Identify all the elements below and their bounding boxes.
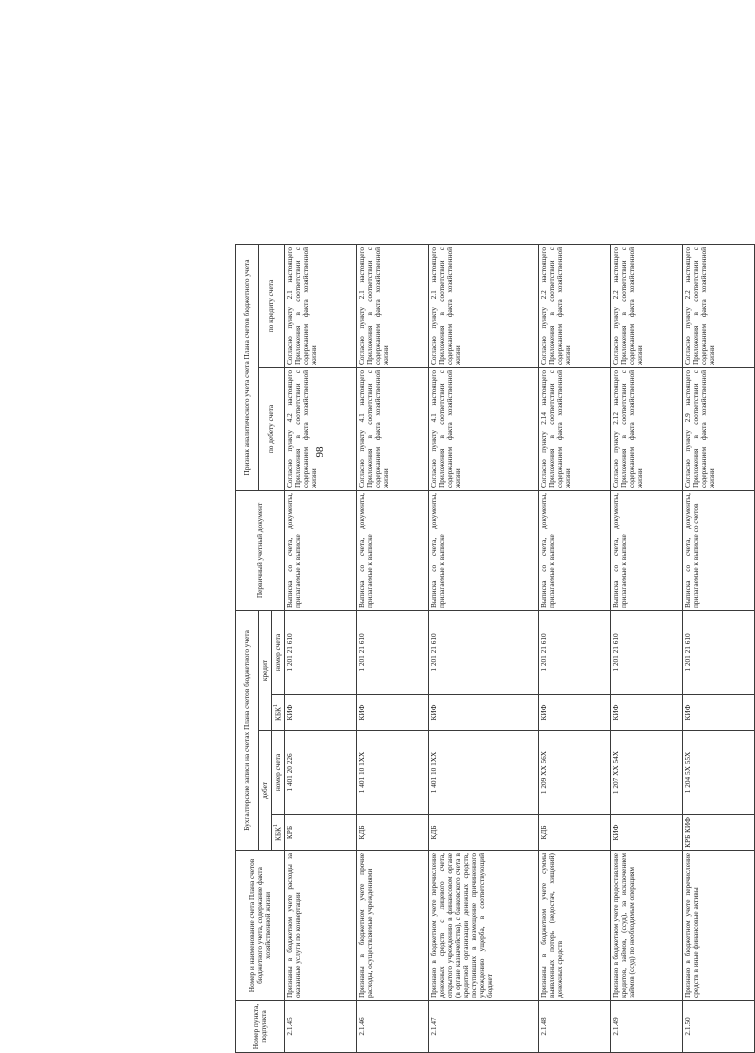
table-row <box>285 245 357 1053</box>
row-primary-document: Выписка со счета, документы, прилагаемые к выписке <box>285 491 357 611</box>
header-row-1 <box>236 245 259 1053</box>
row-credit-kbk: КИФ <box>285 695 357 731</box>
row-credit-sign: Согласно пункту 2.2 настоящего Приложения в соответствии с содержанием факта хозяйственной жизни <box>683 245 755 368</box>
row-credit-account: 1 201 21 610 <box>285 611 357 695</box>
row-credit-kbk: КИФ <box>357 695 429 731</box>
row-credit-account: 1 201 21 610 <box>539 611 611 695</box>
row-primary-document: Выписка со счета, документы, прилагаемые к выписке со счетов <box>683 491 755 611</box>
row-credit-account: 1 201 21 610 <box>683 611 755 695</box>
row-debit-account: 1 401 20 226 <box>285 731 357 815</box>
row-number: 2.1.47 <box>429 1001 539 1053</box>
table-row <box>683 245 755 1053</box>
accounting-entries-table <box>235 244 755 1053</box>
page-number: 98 <box>314 446 326 458</box>
row-debit-kbk: КДБ <box>539 815 611 851</box>
row-credit-account: 1 201 21 610 <box>611 611 683 695</box>
header-debit: дебет <box>259 731 272 851</box>
row-debit-account: 1 209 XX 56X <box>539 731 611 815</box>
row-debit-sign: Согласно пункту 2.14 настоящего Приложения в соответствии с содержанием факта хозяйственной жизни <box>539 368 611 491</box>
row-debit-account: 1 401 10 1XX <box>429 731 539 815</box>
header-credit-account-no: номер счета <box>272 611 285 695</box>
row-credit-kbk: КИФ <box>539 695 611 731</box>
row-debit-kbk: КРБ <box>285 815 357 851</box>
row-credit-sign: Согласно пункту 2.2 настоящего Приложения в соответствии с содержанием факта хозяйственной жизни <box>611 245 683 368</box>
row-credit-sign: Согласно пункту 2.1 настоящего Приложения в соответствии с содержанием факта хозяйственной жизни <box>429 245 539 368</box>
row-debit-kbk: КИФ <box>611 815 683 851</box>
table-row <box>429 245 539 1053</box>
header-credit: кредит <box>259 611 272 731</box>
row-credit-account: 1 201 21 610 <box>429 611 539 695</box>
header-primary-document: Первичный учетный документ <box>236 491 285 611</box>
row-debit-sign: Согласно пункту 2.9 настоящего Приложения в соответствии с содержанием факта хозяйственной жизни <box>683 368 755 491</box>
table-row <box>539 245 611 1053</box>
row-content: Признано в бюджетном учете перечисление денежных средств с лицевого счета, открытого учреждению в финансовом органе (в органе казначейства), с банковского счета в кредитной организации денежных средств, поступивших в возмещение причиненного учреждению ущерба, в соответствующий бюджет <box>429 851 539 1001</box>
row-debit-account: 1 401 10 1XX <box>357 731 429 815</box>
row-debit-sign: Согласно пункту 4.2 настоящего Приложения в соответствии с содержанием факта хозяйственной жизни <box>285 368 357 491</box>
row-content: Признаны в бюджетном учете прочие расходы, осуществляемые учреждениями <box>357 851 429 1001</box>
row-debit-account: 1 204 5X 55X <box>683 731 755 815</box>
header-debit-account-no: номер счета <box>272 731 285 815</box>
header-credit-kbk: КБК$^1$ <box>272 695 285 731</box>
row-content: Признаны в бюджетном учете суммы выявленных потерь (недостач, хищений) денежных средств <box>539 851 611 1001</box>
row-number: 2.1.45 <box>285 1001 357 1053</box>
header-account-name: Номер и наименование счета Плана счетов бюджетного учета, содержание факта хозяйственной жизни <box>236 851 285 1001</box>
row-credit-kbk: КИФ <box>683 695 755 731</box>
row-credit-kbk: КИФ <box>429 695 539 731</box>
header-debit-kbk: КБК$^1$ <box>272 815 285 851</box>
row-debit-kbk: КРБ КИФ <box>683 815 755 851</box>
row-debit-account: 1 207 XX 54X <box>611 731 683 815</box>
table-row <box>611 245 683 1053</box>
row-credit-sign: Согласно пункту 2.1 настоящего Приложения в соответствии с содержанием факта хозяйственной жизни <box>357 245 429 368</box>
header-row-number: Номер пункта, подпункта <box>236 1001 285 1053</box>
row-credit-kbk: КИФ <box>611 695 683 731</box>
row-debit-sign: Согласно пункту 2.12 настоящего Приложения в соответствии с содержанием факта хозяйственной жизни <box>611 368 683 491</box>
row-debit-sign: Согласно пункту 4.1 настоящего Приложения в соответствии с содержанием факта хозяйственной жизни <box>357 368 429 491</box>
row-debit-kbk: КДБ <box>357 815 429 851</box>
row-credit-account: 1 201 21 610 <box>357 611 429 695</box>
row-content: Признано в бюджетном учете предоставление кредитов, займов, (ссуд), за исключением займов (ссуд) по необходимым операциям <box>611 851 683 1001</box>
accounting-table-sheet <box>235 245 725 1053</box>
row-number: 2.1.50 <box>683 1001 755 1053</box>
table-row <box>357 245 429 1053</box>
row-debit-sign: Согласно пункту 4.1 настоящего Приложения в соответствии с содержанием факта хозяйственной жизни <box>429 368 539 491</box>
row-number: 2.1.48 <box>539 1001 611 1053</box>
header-by-credit: по кредиту счета <box>259 245 285 368</box>
row-content: Признаны в бюджетном учете расходы за оказанные услуги по конвертации <box>285 851 357 1001</box>
header-by-debit: по дебету счета <box>259 368 285 491</box>
row-number: 2.1.49 <box>611 1001 683 1053</box>
row-number: 2.1.46 <box>357 1001 429 1053</box>
header-entries: Бухгалтерские записи на счетах Плана счетов бюджетного учета <box>236 611 259 851</box>
row-credit-sign: Согласно пункту 2.2 настоящего Приложения в соответствии с содержанием факта хозяйственной жизни <box>539 245 611 368</box>
row-primary-document: Выписка со счета, документы, прилагаемые к выписке <box>611 491 683 611</box>
row-primary-document: Выписка со счета, документы, прилагаемые к выписке <box>539 491 611 611</box>
row-debit-kbk: КДБ <box>429 815 539 851</box>
row-primary-document: Выписка со счета, документы, прилагаемые к выписке <box>429 491 539 611</box>
row-credit-sign: Согласно пункту 2.1 настоящего Приложения в соответствии с содержанием факта хозяйственной жизни <box>285 245 357 368</box>
row-primary-document: Выписка со счета, документы, прилагаемые к выписке <box>357 491 429 611</box>
row-content: Признано в бюджетном учете перечисление средств в иные финансовые активы <box>683 851 755 1001</box>
header-analytics: Признак аналитического учета счета Плана счетов бюджетного учета <box>236 245 259 491</box>
